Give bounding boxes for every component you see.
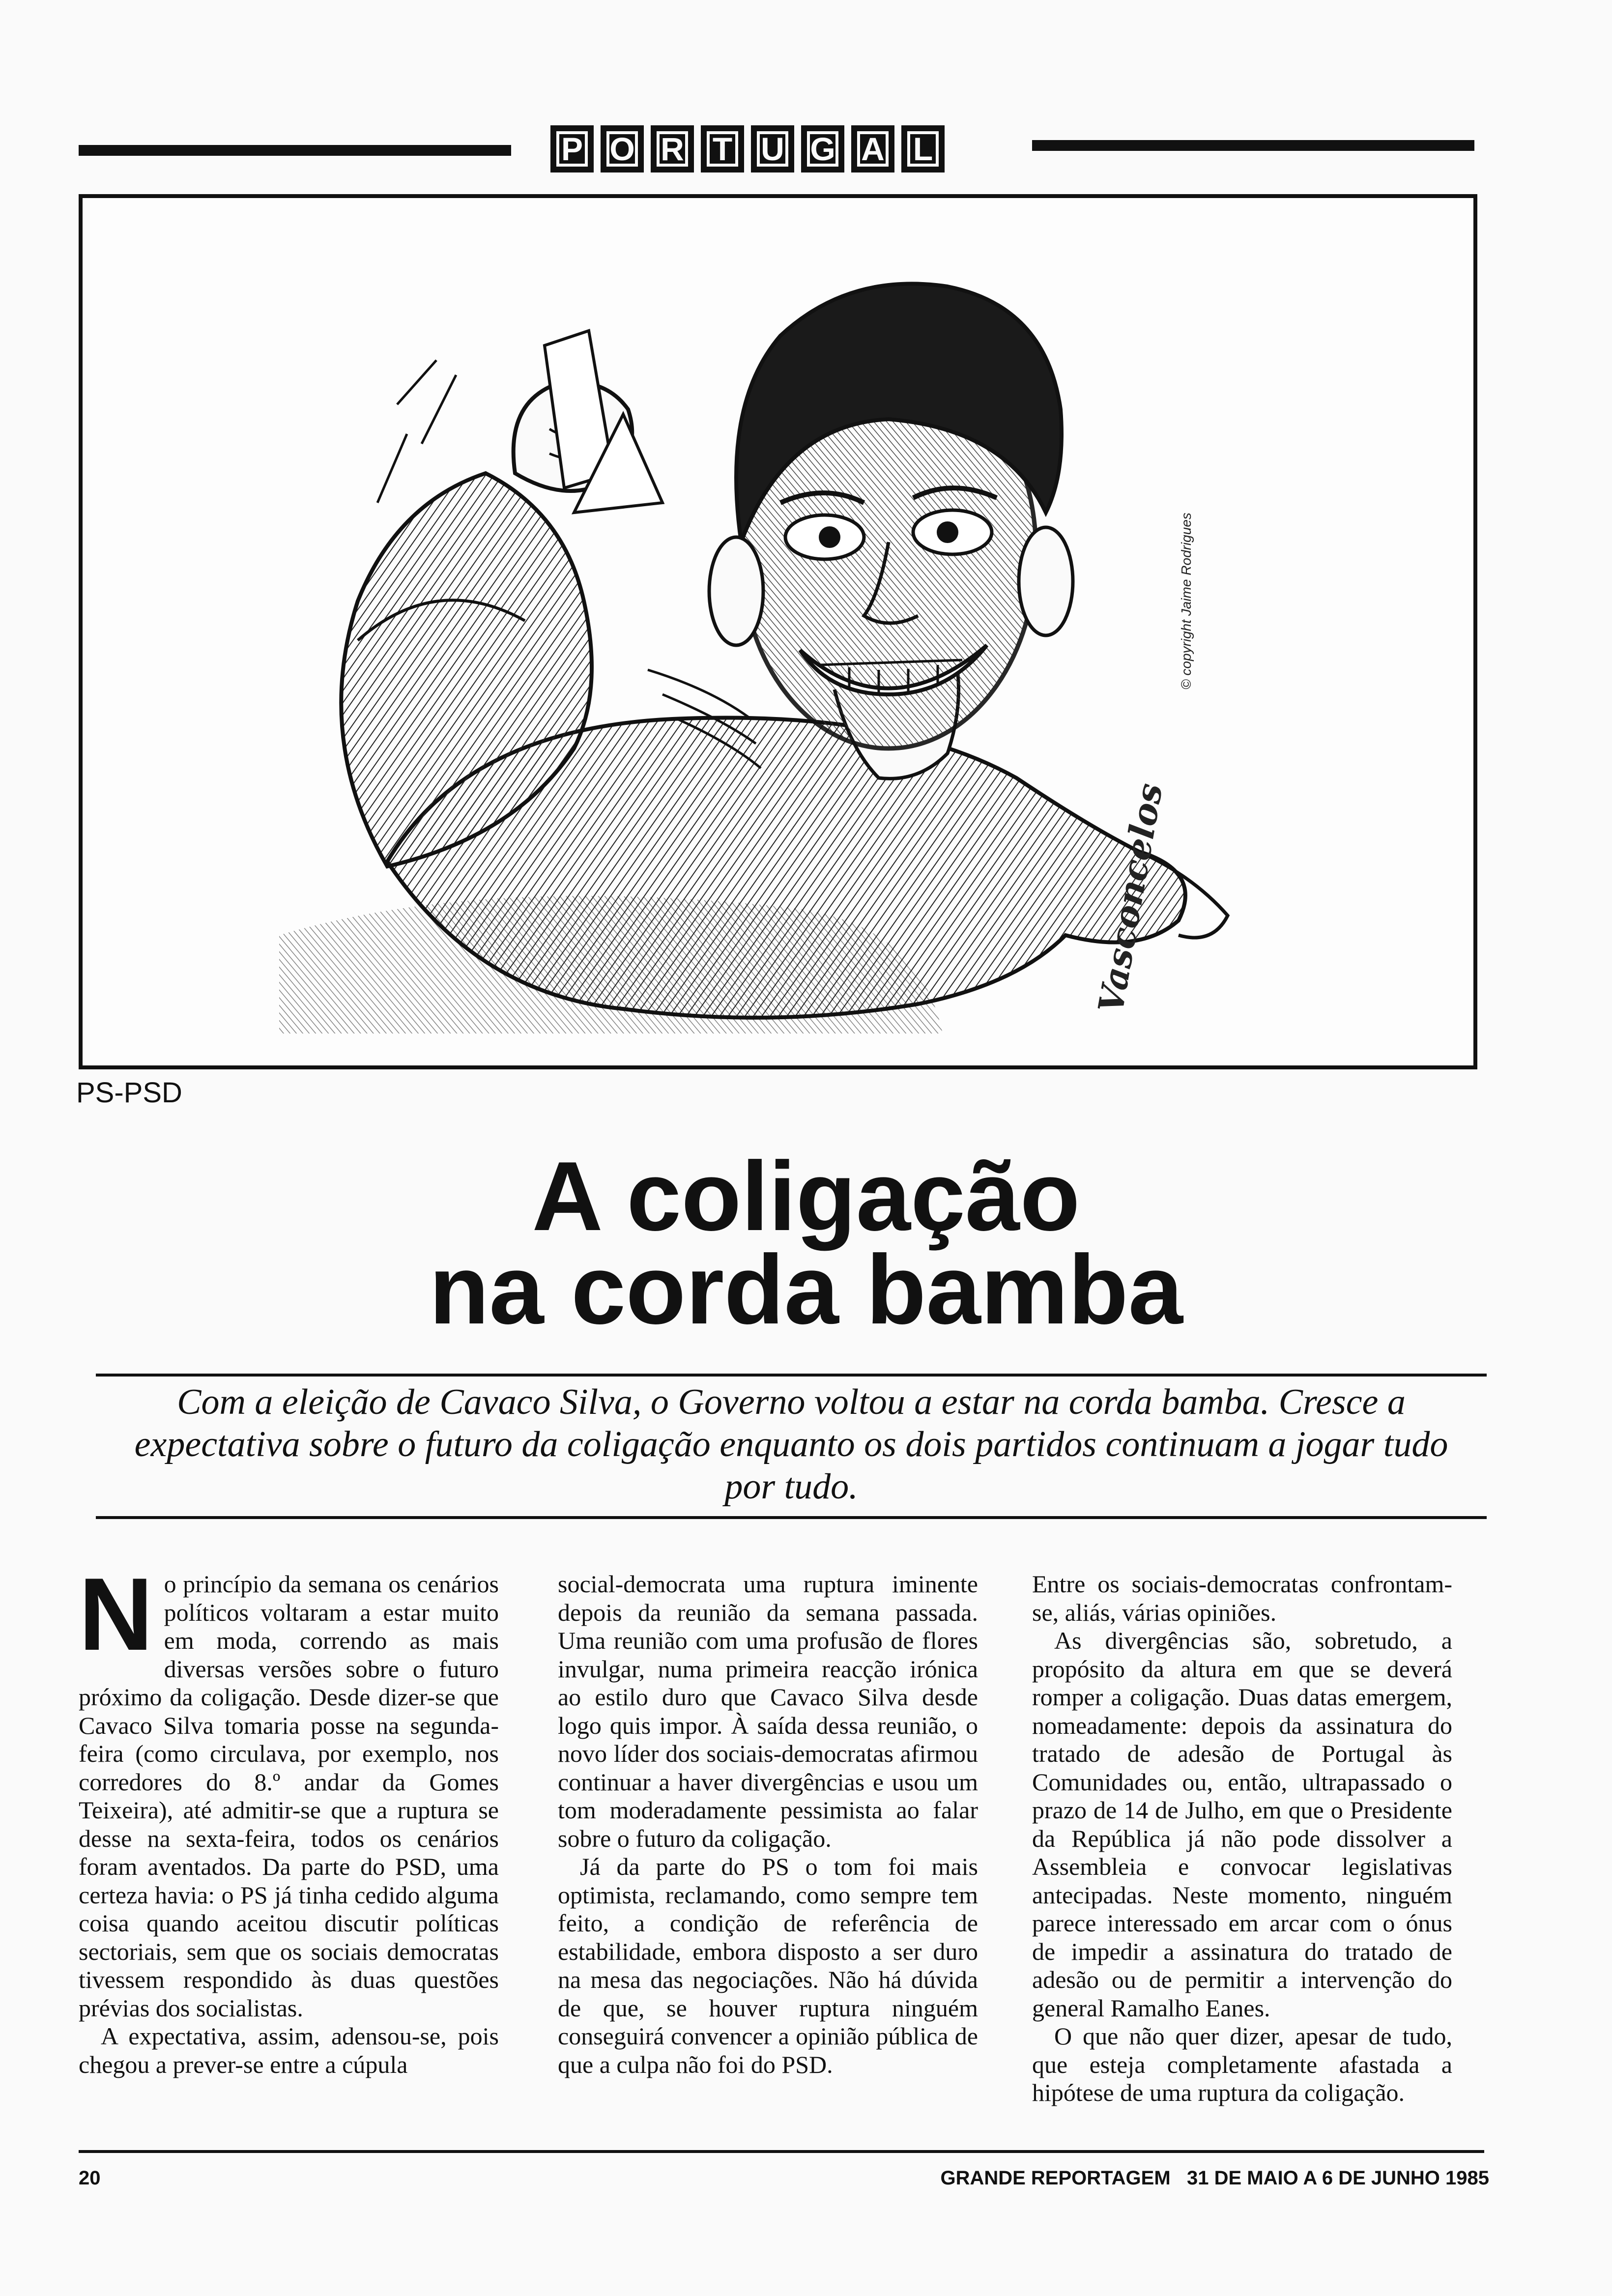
paragraph: As divergências são, sobretudo, a propósito da altura em que se deverá romper a coligação. Duas datas emergem, nomeadamente: depois da assinatura do tratado de adesão de Portugal às Comunidades ou, então, ultrapassado o prazo de 14 de Julho, em que o Presidente da República já não pode dissolver a Assembleia e convocar legislativas antecipadas. Neste momento, ninguém parece interessado em arcar com o ónus de impedir a assinatura do tratado de adesão ou de permitir a intervenção do general Ramalho Eanes. [1032,1627,1452,2022]
headline-line: na corda bamba [429,1235,1183,1345]
paragraph: Entre os sociais-democratas confrontam-se, aliás, várias opiniões. [1032,1570,1452,1626]
paragraph: social-democrata uma ruptura iminente depois da reunião da semana passada. Uma reunião com uma profusão de flores invulgar, numa primeira reacção irónica ao estilo duro que Cavaco Silva desde logo quis impor. À saída dessa reunião, o novo líder dos sociais-democratas afirmou continuar a haver divergências e usou um tom moderadamente pessimista ao falar sobre o futuro da coligação. [558,1570,978,1852]
section-letter: U [751,125,794,172]
section-letter: P [550,125,594,172]
section-header [550,125,945,174]
section-letter: G [801,125,844,172]
lede-rule-top [96,1374,1487,1377]
lede-rule-bottom [96,1516,1487,1519]
publication-line: GRANDE REPORTAGEM 31 DE MAIO A 6 DE JUNHO 1985 [940,2167,1489,2189]
body-column-2 [558,1570,978,2079]
headline-line: A coligação [532,1142,1080,1251]
section-letter: O [601,125,644,172]
body-column-3 [1032,1570,1452,2107]
dropcap: N [79,1556,153,1672]
cartoon-copyright: © copyright Jaime Rodrigues [1179,513,1194,689]
paragraph: O que não quer dizer, apesar de tudo, que esteja completamente afastada a hipótese de uma ruptura da coligação. [1032,2022,1452,2106]
kicker: PS-PSD [76,1077,182,1109]
footer-rule [79,2150,1484,2153]
paragraph-text: o princípio da semana os cenários políticos voltaram a estar muito em moda, correndo as mais diversas versões sobre o futuro próximo da coligação. Desde dizer-se que Cavaco Silva tomaria posse na segunda-feira (como circulava, por exemplo, nos corredores do 8.º andar da Gomes Teixeira), até admitir-se que a ruptura se desse na sexta-feira, todos os cenários foram aventados. Da parte do PSD, uma certeza havia: o PS já tinha cedido alguma coisa quando aceitou discutir políticas sectoriais, sem que os sociais democratas tivessem respondido às duas questões prévias dos socialistas. [79,1570,499,2022]
cartoon-signature: Vasconcelos [1090,780,1171,1016]
section-letter: T [701,125,744,172]
cartoon-frame [79,194,1477,1069]
paragraph: Já da parte do PS o tom foi mais optimista, reclamando, como sempre tem feito, a condição de referência de estabilidade, embora disposto a ser duro na mesa das negociações. Não há dúvida de que, se houver ruptura ninguém conseguirá convencer a opinião pública de que a culpa não foi do PSD. [558,1853,978,2078]
header-rule-left [79,145,511,156]
section-letter: R [651,125,694,172]
section-letter: L [901,125,945,172]
lede: Com a eleição de Cavaco Silva, o Governo voltou a estar na corda bamba. Cresce a expectativa sobre o futuro da coligação enquanto os dois partidos continuam a jogar tudo por tudo. [134,1382,1448,1507]
section-letter: A [851,125,894,172]
cartoon-illustration [83,198,1473,1065]
header-rule-right [1032,140,1474,151]
page-number: 20 [79,2167,101,2189]
paragraph: A expectativa, assim, adensou-se, pois chegou a prever-se entre a cúpula [79,2022,499,2078]
paragraph [79,1556,499,2022]
headline [0,1142,1612,1345]
body-column-1 [79,1556,499,2079]
